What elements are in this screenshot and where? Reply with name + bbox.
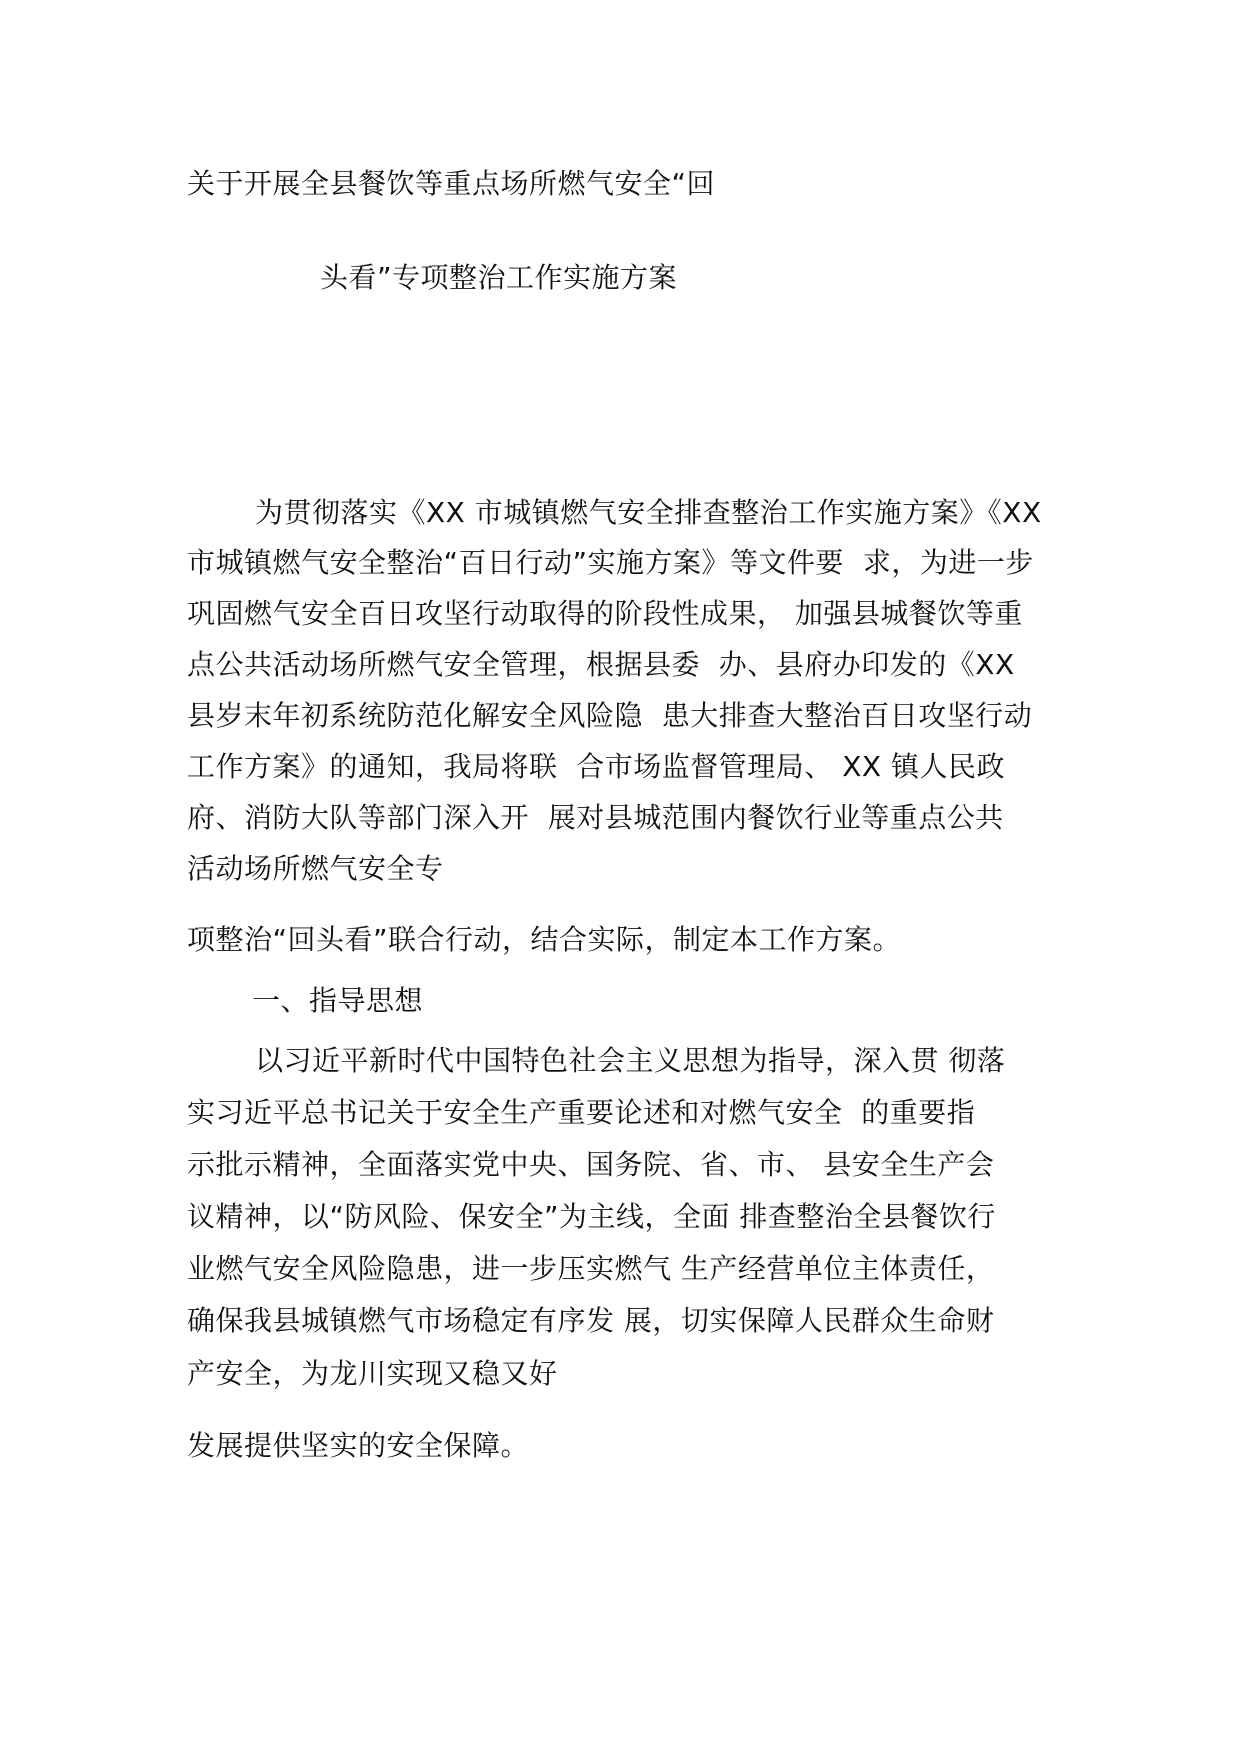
- section1-line-7: 产安全，为龙川实现又稳又好: [187, 1357, 558, 1390]
- document-title-line-1: 关于开展全县餐饮等重点场所燃气安全“回: [187, 167, 716, 200]
- intro-line-6: 工作方案》的通知，我局将联 合市场监督管理局、 XX 镇人民政: [187, 750, 1005, 783]
- intro-line-1: 为贯彻落实《XX 市城镇燃气安全排查整治工作实施方案》《XX: [255, 496, 1042, 529]
- intro-line-9: 项整治“回头看”联合行动，结合实际，制定本工作方案。: [187, 923, 902, 956]
- section1-line-5: 业燃气安全风险隐患，进一步压实燃气 生产经营单位主体责任，: [187, 1252, 995, 1285]
- section1-line-1: 以习近平新时代中国特色社会主义思想为指导，深入贯 彻落: [255, 1044, 1006, 1077]
- section1-line-3: 示批示精神，全面落实党中央、国务院、省、市、 县安全生产会: [187, 1148, 995, 1181]
- section1-line-6: 确保我县城镇燃气市场稳定有序发 展，切实保障人民群众生命财: [187, 1304, 995, 1337]
- intro-line-5: 县岁末年初系统防范化解安全风险隐 患大排查大整治百日攻坚行动: [187, 699, 1033, 732]
- document-title-line-2: 头看”专项整治工作实施方案: [320, 261, 678, 294]
- section1-line-4: 议精神，以“防风险、保安全”为主线，全面 排查整治全县餐饮行: [187, 1200, 996, 1233]
- intro-line-7: 府、消防大队等部门深入开 展对县城范围内餐饮行业等重点公共: [187, 801, 1004, 834]
- section1-line-2: 实习近平总书记关于安全生产重要论述和对燃气安全 的重要指: [187, 1096, 976, 1129]
- intro-line-2: 市城镇燃气安全整治“百日行动”实施方案》等文件要 求，为进一步: [187, 546, 1034, 579]
- intro-line-4: 点公共活动场所燃气安全管理，根据县委 办、县府办印发的《XX: [187, 648, 1015, 681]
- intro-line-3: 巩固燃气安全百日攻坚行动取得的阶段性成果， 加强县城餐饮等重: [187, 597, 1023, 630]
- intro-line-8: 活动场所燃气安全专: [187, 852, 444, 885]
- section1-line-8: 发展提供坚实的安全保障。: [187, 1429, 530, 1462]
- section-heading-guiding-ideology: 一、指导思想: [252, 984, 424, 1017]
